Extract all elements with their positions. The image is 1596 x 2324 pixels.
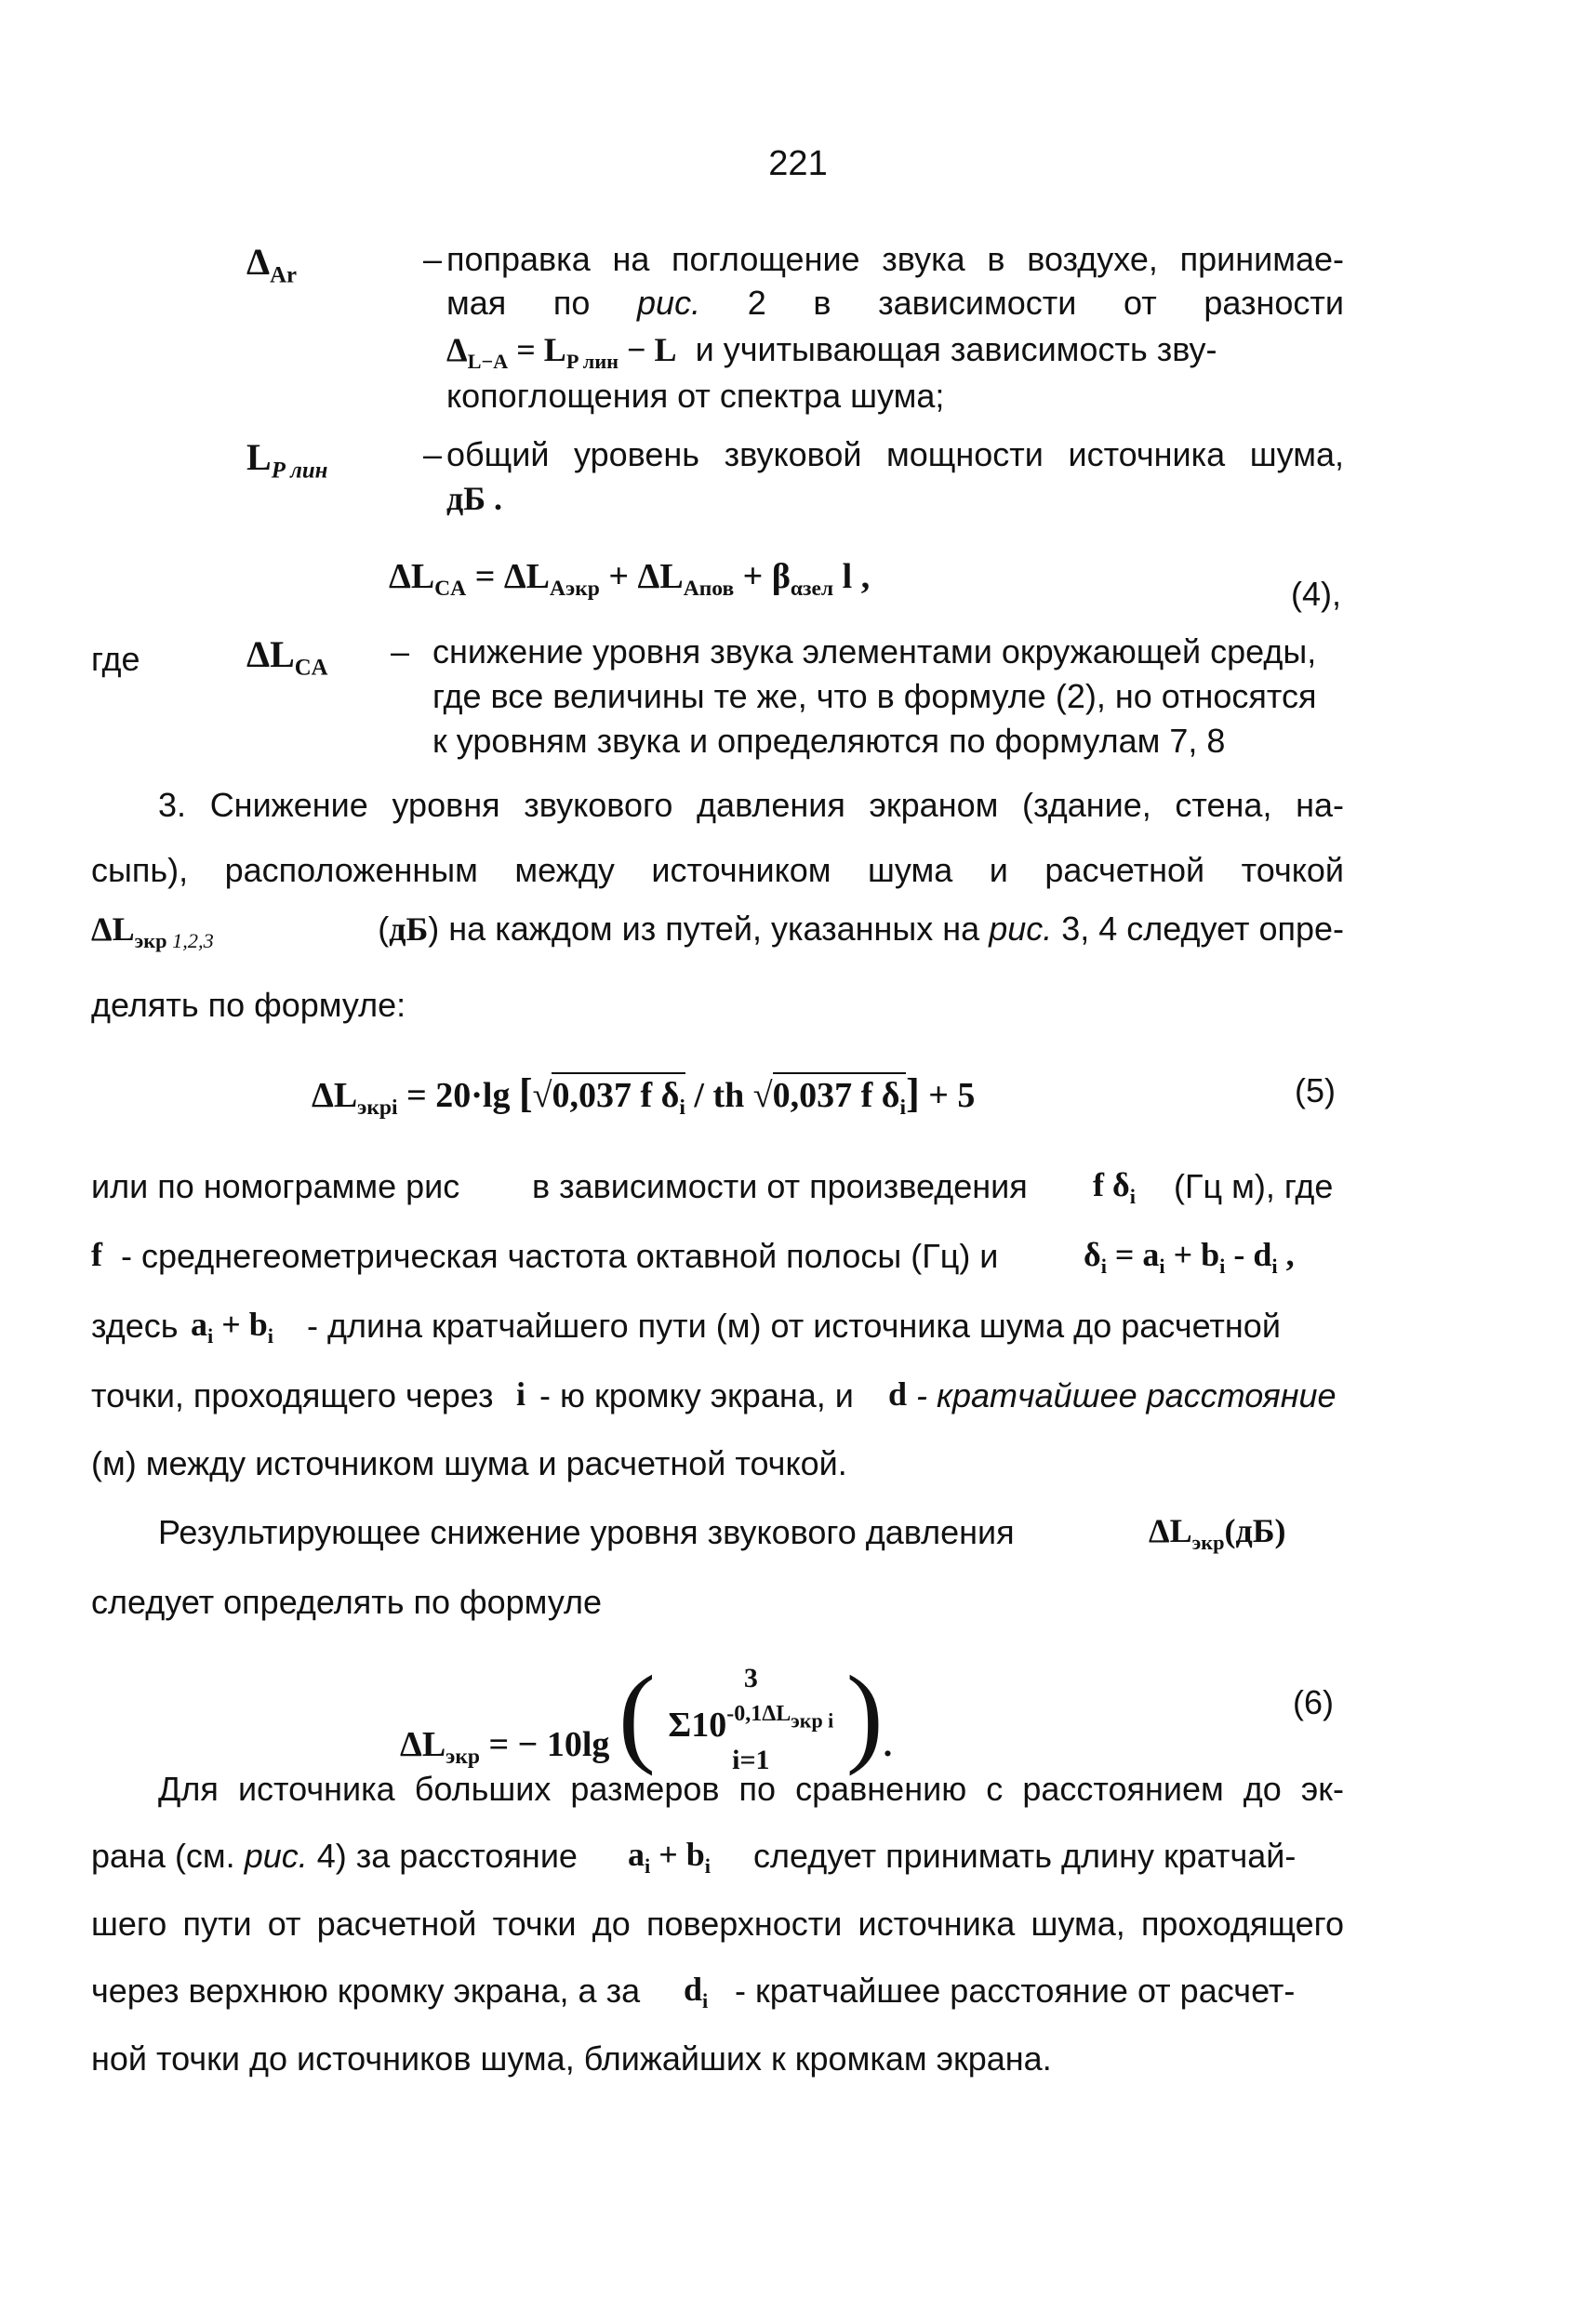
page-number: 221 xyxy=(768,144,828,183)
paragraph-line: следует принимать длину кратчай- xyxy=(753,1837,1297,1875)
definition-dash: – xyxy=(423,435,443,473)
paragraph-line: или по номограмме рис xyxy=(91,1167,460,1205)
formula-inline: i xyxy=(516,1375,526,1413)
equation-6-number: (6) xyxy=(1293,1683,1334,1721)
definition-line: поправка на поглощение звука в воздухе, принимае- xyxy=(446,240,1344,278)
paragraph-line: ной точки до источников шума, ближайших к кромкам экрана. xyxy=(91,2039,1052,2078)
symbol-delta-lca: $\Delta L_{CA}$ xyxy=(246,633,328,681)
paragraph-line: через верхнюю кромку экрана, а за xyxy=(91,1972,641,2010)
definition-line: к уровням звука и определяются по формулам 7, 8 xyxy=(432,722,1226,760)
formula-inline: f $\delta_i$ xyxy=(1093,1166,1136,1208)
paragraph-line: следует определять по формуле xyxy=(91,1583,603,1621)
equation-6: $\Delta L_{экр}$ = − 10lg ( 3 $\Sigma 10^{-0,1\Delta L_{экр i}}$ i=1 ). xyxy=(400,1653,893,1776)
paragraph-line: - кратчайшее расстояние xyxy=(916,1376,1337,1414)
paragraph-line: шего пути от расчетной точки до поверхности источника шума, проходящего xyxy=(91,1905,1344,1943)
definition-line: снижение уровня звука элементами окружающей среды, xyxy=(432,632,1317,671)
equation-4: $\Delta L_{CA} = \Delta L_{Аэкр} + \Delta L_{Aпов} + \beta_{\alpha зел}$ l , xyxy=(389,557,871,602)
definition-line: мая по рис. 2 в зависимости от разности xyxy=(446,284,1344,322)
definition-dash: – xyxy=(391,632,410,671)
equation-5: $\Delta L_{экрi} = 20\cdot\lg$ [√0,037 f $\delta_i$ / th √0,037 f $\delta_i] + 5$ xyxy=(312,1070,976,1121)
paragraph-line: (м) между источником шума и расчетной точкой. xyxy=(91,1444,847,1482)
paragraph-line: - ю кромку экрана, и xyxy=(539,1376,854,1414)
paragraph-line: делять по формуле: xyxy=(91,986,406,1024)
paragraph-line: рана (см. рис. 4) за расстояние xyxy=(91,1837,578,1875)
symbol-delta-ar: $\Delta_{Ar}$ xyxy=(246,241,297,288)
definition-line: $\Delta_{L-A} = L_{P лин} - L$ и учитывающая зависимость зву- xyxy=(446,330,1217,373)
paragraph-line: сыпь), расположенным между источником шума и расчетной точкой xyxy=(91,851,1344,889)
paragraph-line: - длина кратчайшего пути (м) от источника шума до расчетной xyxy=(307,1307,1281,1345)
definition-line: где все величины те же, что в формуле (2), но относятся xyxy=(432,677,1317,715)
paragraph-line: в зависимости от произведения xyxy=(532,1167,1028,1205)
paragraph-line: $\Delta L_{экр 1,2,3}$ (дБ) на каждом из путей, указанных на рис. 3, 4 следует опре- xyxy=(91,910,1344,952)
paragraph-line: Результирующее снижение уровня звукового давления xyxy=(158,1513,1015,1551)
definition-line: дБ . xyxy=(446,480,503,517)
paragraph-line: Для источника больших размеров по сравнению с расстоянием до эк- xyxy=(158,1770,1344,1808)
paragraph-line: - кратчайшее расстояние от расчет- xyxy=(735,1972,1296,2010)
equation-4-number: (4), xyxy=(1291,575,1341,613)
definition-line: копоглощения от спектра шума; xyxy=(446,377,945,415)
equation-5-number: (5) xyxy=(1295,1071,1336,1109)
paragraph-line: 3. Снижение уровня звукового давления экраном (здание, стена, на- xyxy=(158,786,1344,824)
definition-dash: – xyxy=(423,240,443,278)
paragraph-line: - среднегеометрическая частота октавной полосы (Гц) и xyxy=(121,1237,999,1275)
paragraph-line: здесь xyxy=(91,1307,179,1345)
formula-inline: f xyxy=(91,1236,102,1273)
where-label: где xyxy=(91,640,140,678)
paragraph-line: (Гц м), где xyxy=(1174,1167,1334,1205)
formula-inline: d xyxy=(888,1375,908,1413)
formula-inline: $a_i + b_i$ xyxy=(628,1836,711,1878)
definition-line: общий уровень звуковой мощности источника шума, xyxy=(446,435,1344,473)
formula-inline: $\delta_i = a_i + b_i - d_i$ , xyxy=(1084,1236,1295,1278)
symbol-lp-lin: $L_{P лин}$ xyxy=(246,436,328,484)
formula-inline: $\Delta L_{экр}(дБ)$ xyxy=(1149,1512,1286,1554)
formula-inline: $a_i + b_i$ xyxy=(191,1306,273,1348)
formula-inline: $d_i$ xyxy=(684,1971,709,2012)
paragraph-line: точки, проходящего через xyxy=(91,1376,494,1414)
